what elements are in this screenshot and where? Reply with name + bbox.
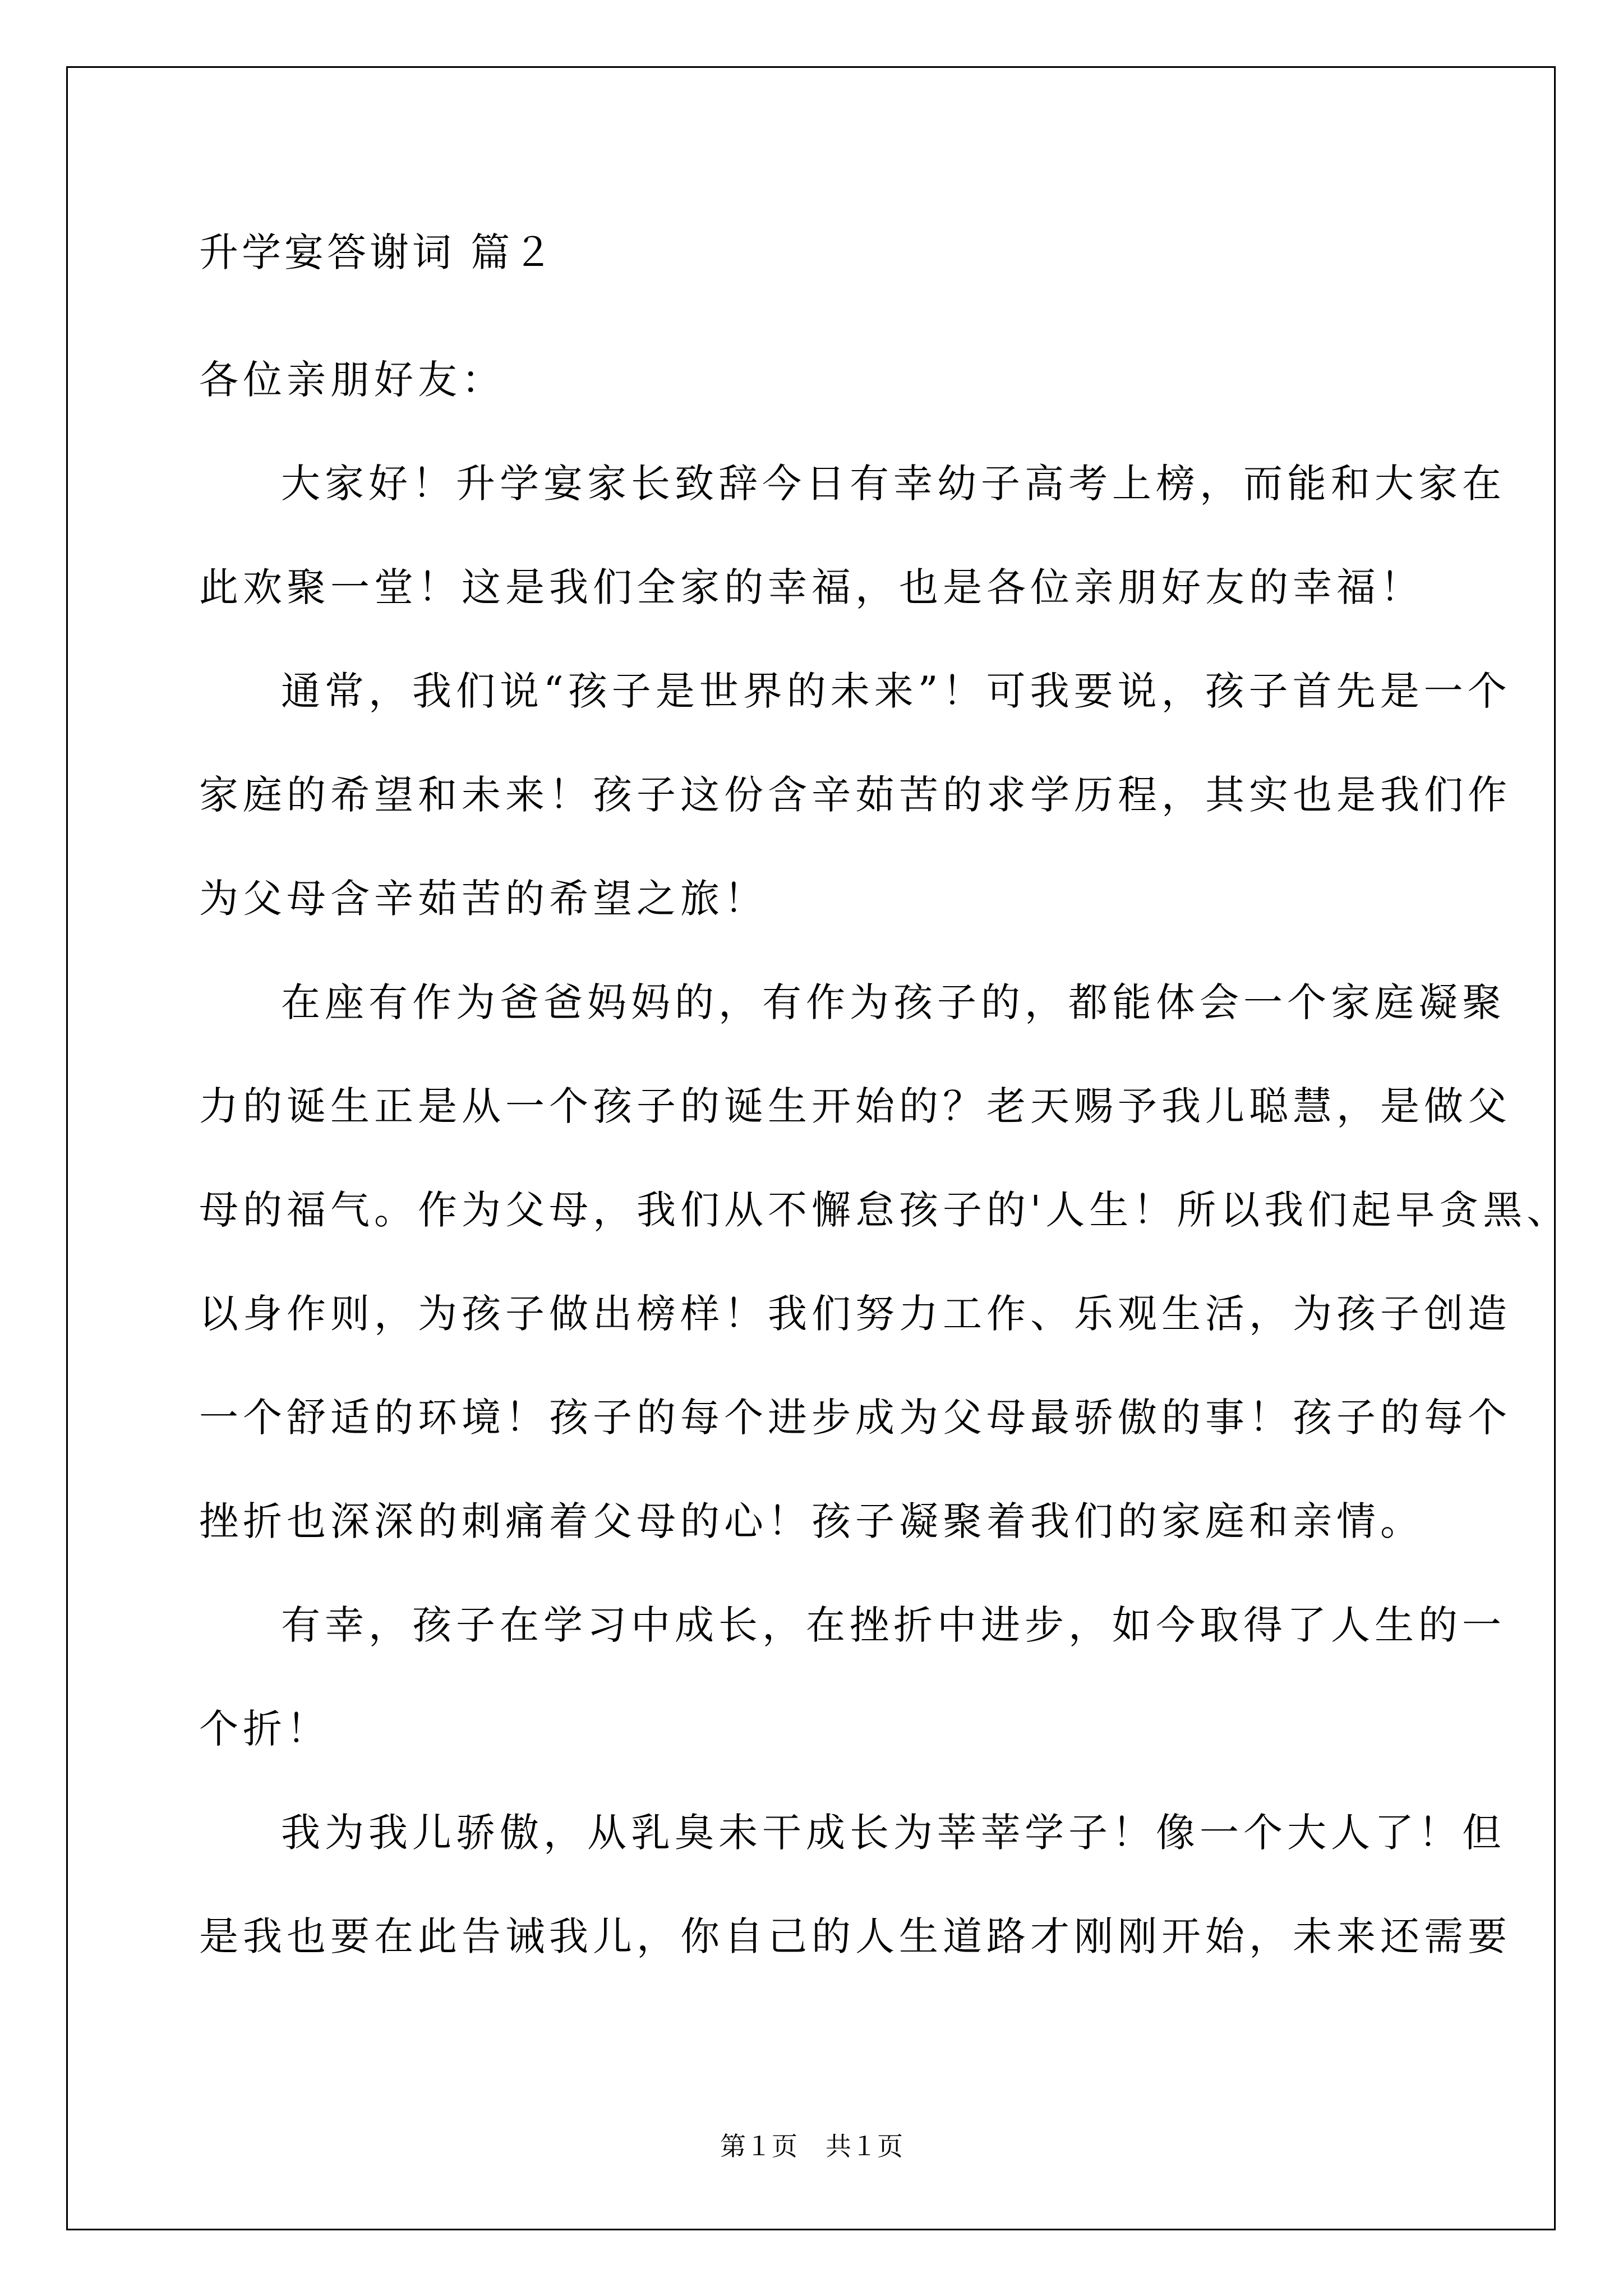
text-line: 大家好！升学宴家长致辞今日有幸幼子高考上榜，而能和大家在 — [281, 461, 1506, 507]
text-line: 力的诞生正是从一个孩子的诞生开始的？老天赐予我儿聪慧，是做父 — [199, 1083, 1511, 1129]
document-title: 升学宴答谢词 篇２ — [199, 229, 556, 275]
text-line: 家庭的希望和未来！孩子这份含辛茹苦的求学历程，其实也是我们作 — [199, 772, 1511, 818]
text-line: 一个舒适的环境！孩子的每个进步成为父母最骄傲的事！孩子的每个 — [199, 1395, 1511, 1441]
page-number: 第１页 — [720, 2132, 797, 2161]
text-line: 有幸，孩子在学习中成长，在挫折中进步，如今取得了人生的一 — [281, 1602, 1506, 1648]
text-line: 挫折也深深的刺痛着父母的心！孩子凝聚着我们的家庭和亲情。 — [199, 1498, 1424, 1544]
document-body — [199, 224, 1571, 1989]
text-line: 个折！ — [199, 1706, 330, 1752]
page-total: 共１页 — [826, 2132, 903, 2161]
page-footer — [0, 2126, 1623, 2163]
text-line: 为父母含辛茹苦的希望之旅！ — [199, 876, 768, 922]
text-line: 此欢聚一堂！这是我们全家的幸福，也是各位亲朋好友的幸福！ — [199, 564, 1424, 610]
text-line: 通常，我们说“孩子是世界的未来”！可我要说，孩子首先是一个 — [281, 668, 1511, 714]
text-line: 我为我儿骄傲，从乳臭未干成长为莘莘学子！像一个大人了！但 — [281, 1810, 1506, 1856]
text-line: 母的福气。作为父母，我们从不懈怠孩子的'人生！所以我们起早贪黑、 — [199, 1187, 1571, 1233]
text-line: 是我也要在此告诫我儿，你自己的人生道路才刚刚开始，未来还需要 — [199, 1913, 1511, 1959]
text-line: 各位亲朋好友： — [199, 357, 505, 403]
text-line: 在座有作为爸爸妈妈的，有作为孩子的，都能体会一个家庭凝聚 — [281, 979, 1506, 1025]
text-line: 以身作则，为孩子做出榜样！我们努力工作、乐观生活，为孩子创造 — [199, 1291, 1511, 1337]
